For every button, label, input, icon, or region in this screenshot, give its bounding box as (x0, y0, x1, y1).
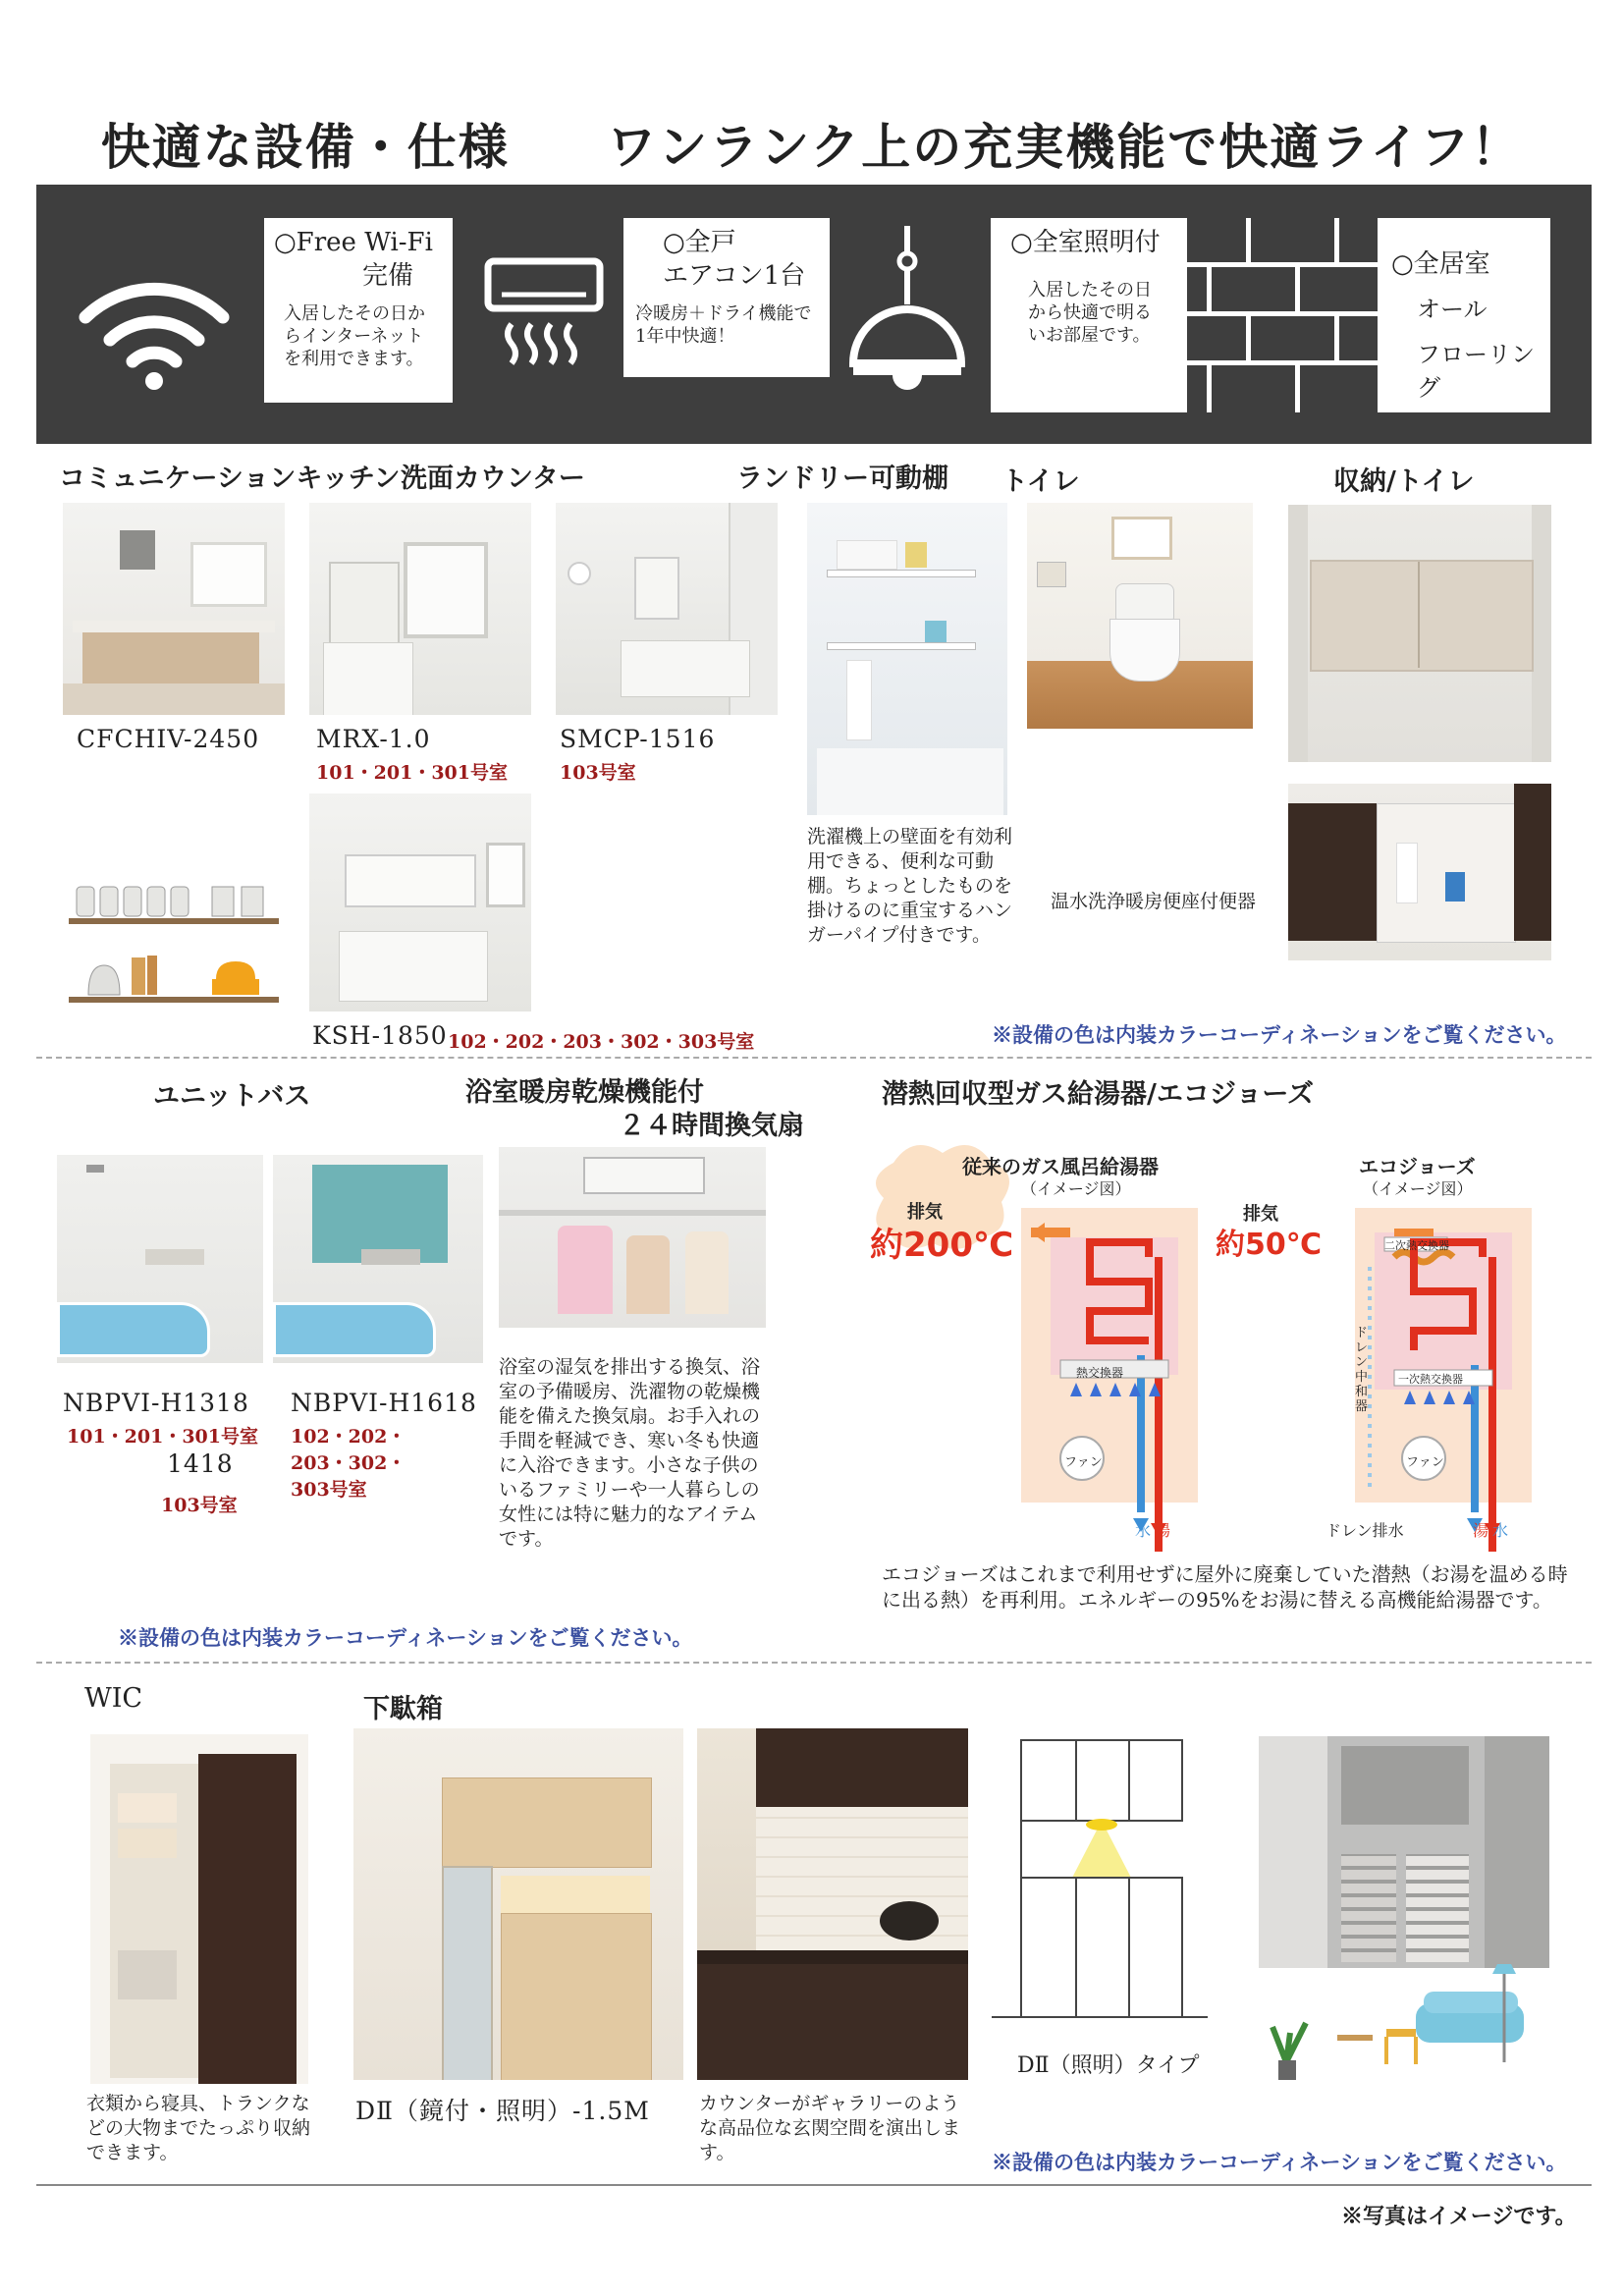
bath-model-h1618: NBPVI-H1618 (291, 1389, 477, 1417)
toilet-text: 温水洗浄暖房便座付便器 (1051, 891, 1257, 912)
feature-aircon-title-1: ○全戸 (663, 228, 736, 257)
shoebox-type-drawing (992, 1730, 1208, 2025)
ecojoz-drain-neutralizer: ドレン中和器 (1355, 1326, 1369, 1414)
section-bath: ユニットバス (153, 1081, 311, 1112)
feature-wifi-text: 入居したその日からインターネットを利用できます。 (284, 303, 425, 369)
toilet-photo (1027, 503, 1253, 729)
shoebox-gallery-photo (697, 1728, 968, 2080)
color-note-1: ※設備の色は内装カラーコーディネーションをご覧ください。 (992, 1022, 1567, 1047)
washbasin-rooms-smcp: 103号室 (560, 762, 636, 784)
feature-lighting-text: 入居したその日から快適で明るいお部屋です。 (1028, 280, 1152, 346)
color-note-3: ※設備の色は内装カラーコーディネーションをご覧ください。 (992, 2150, 1567, 2174)
ecojoz-temp-right: 約50℃ (1216, 1228, 1323, 1262)
washbasin-rooms-ksh: 102・202・203・302・303号室 (448, 1031, 755, 1053)
bath-dryer-text: 浴室の湿気を排出する換気、浴室の予備暖房、洗濯物の乾燥機能を備えた換気扇。お手入れの手間を軽減でき、寒い冬も快適に入浴できます。小さな子供のいるファミリーや一人暮らしの女性には特に魅力的なアイテムです。 (499, 1356, 761, 1550)
ecojoz-diagram (864, 1139, 1591, 1552)
ecojoz-water-right: 水 (1492, 1521, 1509, 1540)
bath-dryer-photo (499, 1147, 766, 1328)
section-laundry: ランドリー可動棚 (736, 464, 948, 494)
section-washbasin: 洗面カウンター (401, 464, 585, 494)
feature-aircon-card (623, 218, 830, 377)
storage-cabinet-photo (1288, 505, 1551, 762)
kitchen-jars-illustration (69, 879, 285, 1016)
page-title (0, 108, 1623, 179)
section-dryer-2: ２４時間換気扇 (619, 1111, 804, 1141)
wic-photo (90, 1734, 308, 2084)
bath-model-h1318: NBPVI-H1318 (63, 1389, 249, 1417)
feature-aircon-title-2: エアコン1台 (663, 261, 806, 291)
wifi-icon (76, 263, 233, 391)
ecojoz-hot-left: 湯 (1155, 1521, 1171, 1540)
feature-band (36, 185, 1592, 444)
wic-text: 衣類から寝具、トランクなどの大物までたっぷり収納できます。 (86, 2093, 311, 2163)
washbasin-photo-ksh (309, 793, 531, 1011)
washbasin-model-ksh: KSH-1850 (312, 1021, 448, 1050)
ecojoz-right-title: エコジョーズ (1359, 1155, 1476, 1178)
flooring-brick-icon (1187, 218, 1383, 412)
photo-note: ※写真はイメージです。 (1341, 2204, 1577, 2229)
ecojoz-exhaust-right: 排気 (1243, 1204, 1278, 1225)
ecojoz-drain-label: ドレン排水 (1325, 1521, 1404, 1540)
laundry-shelf-photo (807, 503, 1007, 815)
color-note-2: ※設備の色は内装カラーコーディネーションをご覧ください。 (118, 1625, 693, 1650)
divider-1 (36, 1057, 1592, 1059)
kitchen-model: CFCHIV-2450 (77, 725, 260, 753)
ecojoz-hx-label: 熱交換器 (1076, 1366, 1124, 1380)
feature-lighting-title: ○全室照明付 (1010, 228, 1161, 257)
feature-wifi-title-2: 完備 (362, 261, 414, 291)
bottom-rule (36, 2184, 1592, 2186)
bath-photo-h1618 (273, 1155, 483, 1363)
feature-lighting-card (991, 218, 1417, 412)
ecojoz-hx2a-label: 二次熱交換器 (1384, 1239, 1449, 1252)
kitchen-photo (63, 503, 285, 715)
shoebox-gallery-text: カウンターがギャラリーのような高品位な玄関空間を演出します。 (699, 2093, 961, 2163)
ecojoz-water-left: 水 (1135, 1521, 1152, 1540)
ecojoz-left-sub: （イメージ図） (1021, 1179, 1131, 1198)
ecojoz-fan-left: ファン (1064, 1455, 1103, 1470)
ecojoz-temp-left: 約200℃ (870, 1226, 1014, 1265)
bath-photo-h1318 (57, 1155, 263, 1363)
washbasin-photo-smcp (556, 503, 778, 715)
bath-rooms-h1618: 102・202・203・302・303号室 (291, 1426, 406, 1501)
section-shoebox: 下駄箱 (363, 1694, 443, 1724)
feature-wifi-card (264, 218, 453, 403)
feature-flooring-title-3: フローリング (1417, 341, 1535, 402)
feature-flooring-title-2: オール (1417, 296, 1488, 323)
title-right: ワンランク上の充実機能で快適ライフ！ (607, 118, 1523, 176)
section-kitchen: コミュニケーションキッチン (59, 464, 401, 494)
feature-wifi-title-1: ○Free Wi-Fi (274, 228, 433, 257)
shoebox-type-label: DⅡ（照明）タイプ (1017, 2053, 1200, 2078)
ecojoz-left-title: 従来のガス風呂給湯器 (962, 1155, 1159, 1178)
washbasin-model-smcp: SMCP-1516 (560, 725, 716, 753)
bath-rooms-h1318: 101・201・301号室 (67, 1426, 258, 1448)
section-dryer-1: 浴室暖房乾燥機能付 (465, 1077, 704, 1108)
washbasin-photo-mrx (309, 503, 531, 715)
storage-open-cabinet-photo (1288, 784, 1551, 960)
shoebox-mirror-photo (353, 1728, 683, 2080)
feature-flooring-title-1: ○全居室 (1391, 249, 1490, 279)
washbasin-model-mrx: MRX-1.0 (316, 725, 431, 753)
shoebox-3d-illustration (1259, 1736, 1549, 1968)
ecojoz-right-sub: （イメージ図） (1363, 1179, 1473, 1198)
title-left: 快適な設備・仕様 (100, 118, 510, 176)
ecojoz-hx2b-label: 一次熱交換器 (1398, 1373, 1463, 1386)
furniture-illustration (1259, 1964, 1553, 2082)
section-ecojoz: 潜熱回収型ガス給湯器/エコジョーズ (882, 1079, 1314, 1110)
ecojoz-text: エコジョーズはこれまで利用せずに屋外に廃棄していた潜熱（お湯を温める時に出る熱）を再利用。エネルギーの95%をお湯に替える高機能給湯器です。 (882, 1562, 1568, 1612)
bath-model-1418: 1418 (167, 1449, 234, 1478)
ecojoz-exhaust-left: 排気 (907, 1202, 943, 1223)
divider-2 (36, 1662, 1592, 1664)
section-storage: 収納/トイレ (1333, 466, 1475, 497)
ecojoz-hot-right: 湯 (1473, 1521, 1489, 1540)
bath-rooms-1418: 103号室 (161, 1495, 238, 1516)
laundry-text: 洗濯機上の壁面を有効利用できる、便利な可動棚。ちょっとしたものを掛けるのに重宝するハンガーパイプ付きです。 (807, 826, 1013, 946)
ecojoz-fan-right: ファン (1406, 1455, 1444, 1470)
section-wic: WIC (84, 1683, 143, 1714)
section-toilet: トイレ (1001, 466, 1080, 497)
pendant-lamp-icon (843, 226, 971, 412)
feature-flooring-card (1378, 218, 1550, 412)
washbasin-rooms-mrx: 101・201・301号室 (316, 762, 508, 784)
shoebox-model: DⅡ（鏡付・照明）-1.5M (355, 2097, 650, 2125)
feature-aircon-text: 冷暖房＋ドライ機能で1年中快適！ (635, 303, 812, 347)
air-conditioner-icon (480, 253, 608, 381)
